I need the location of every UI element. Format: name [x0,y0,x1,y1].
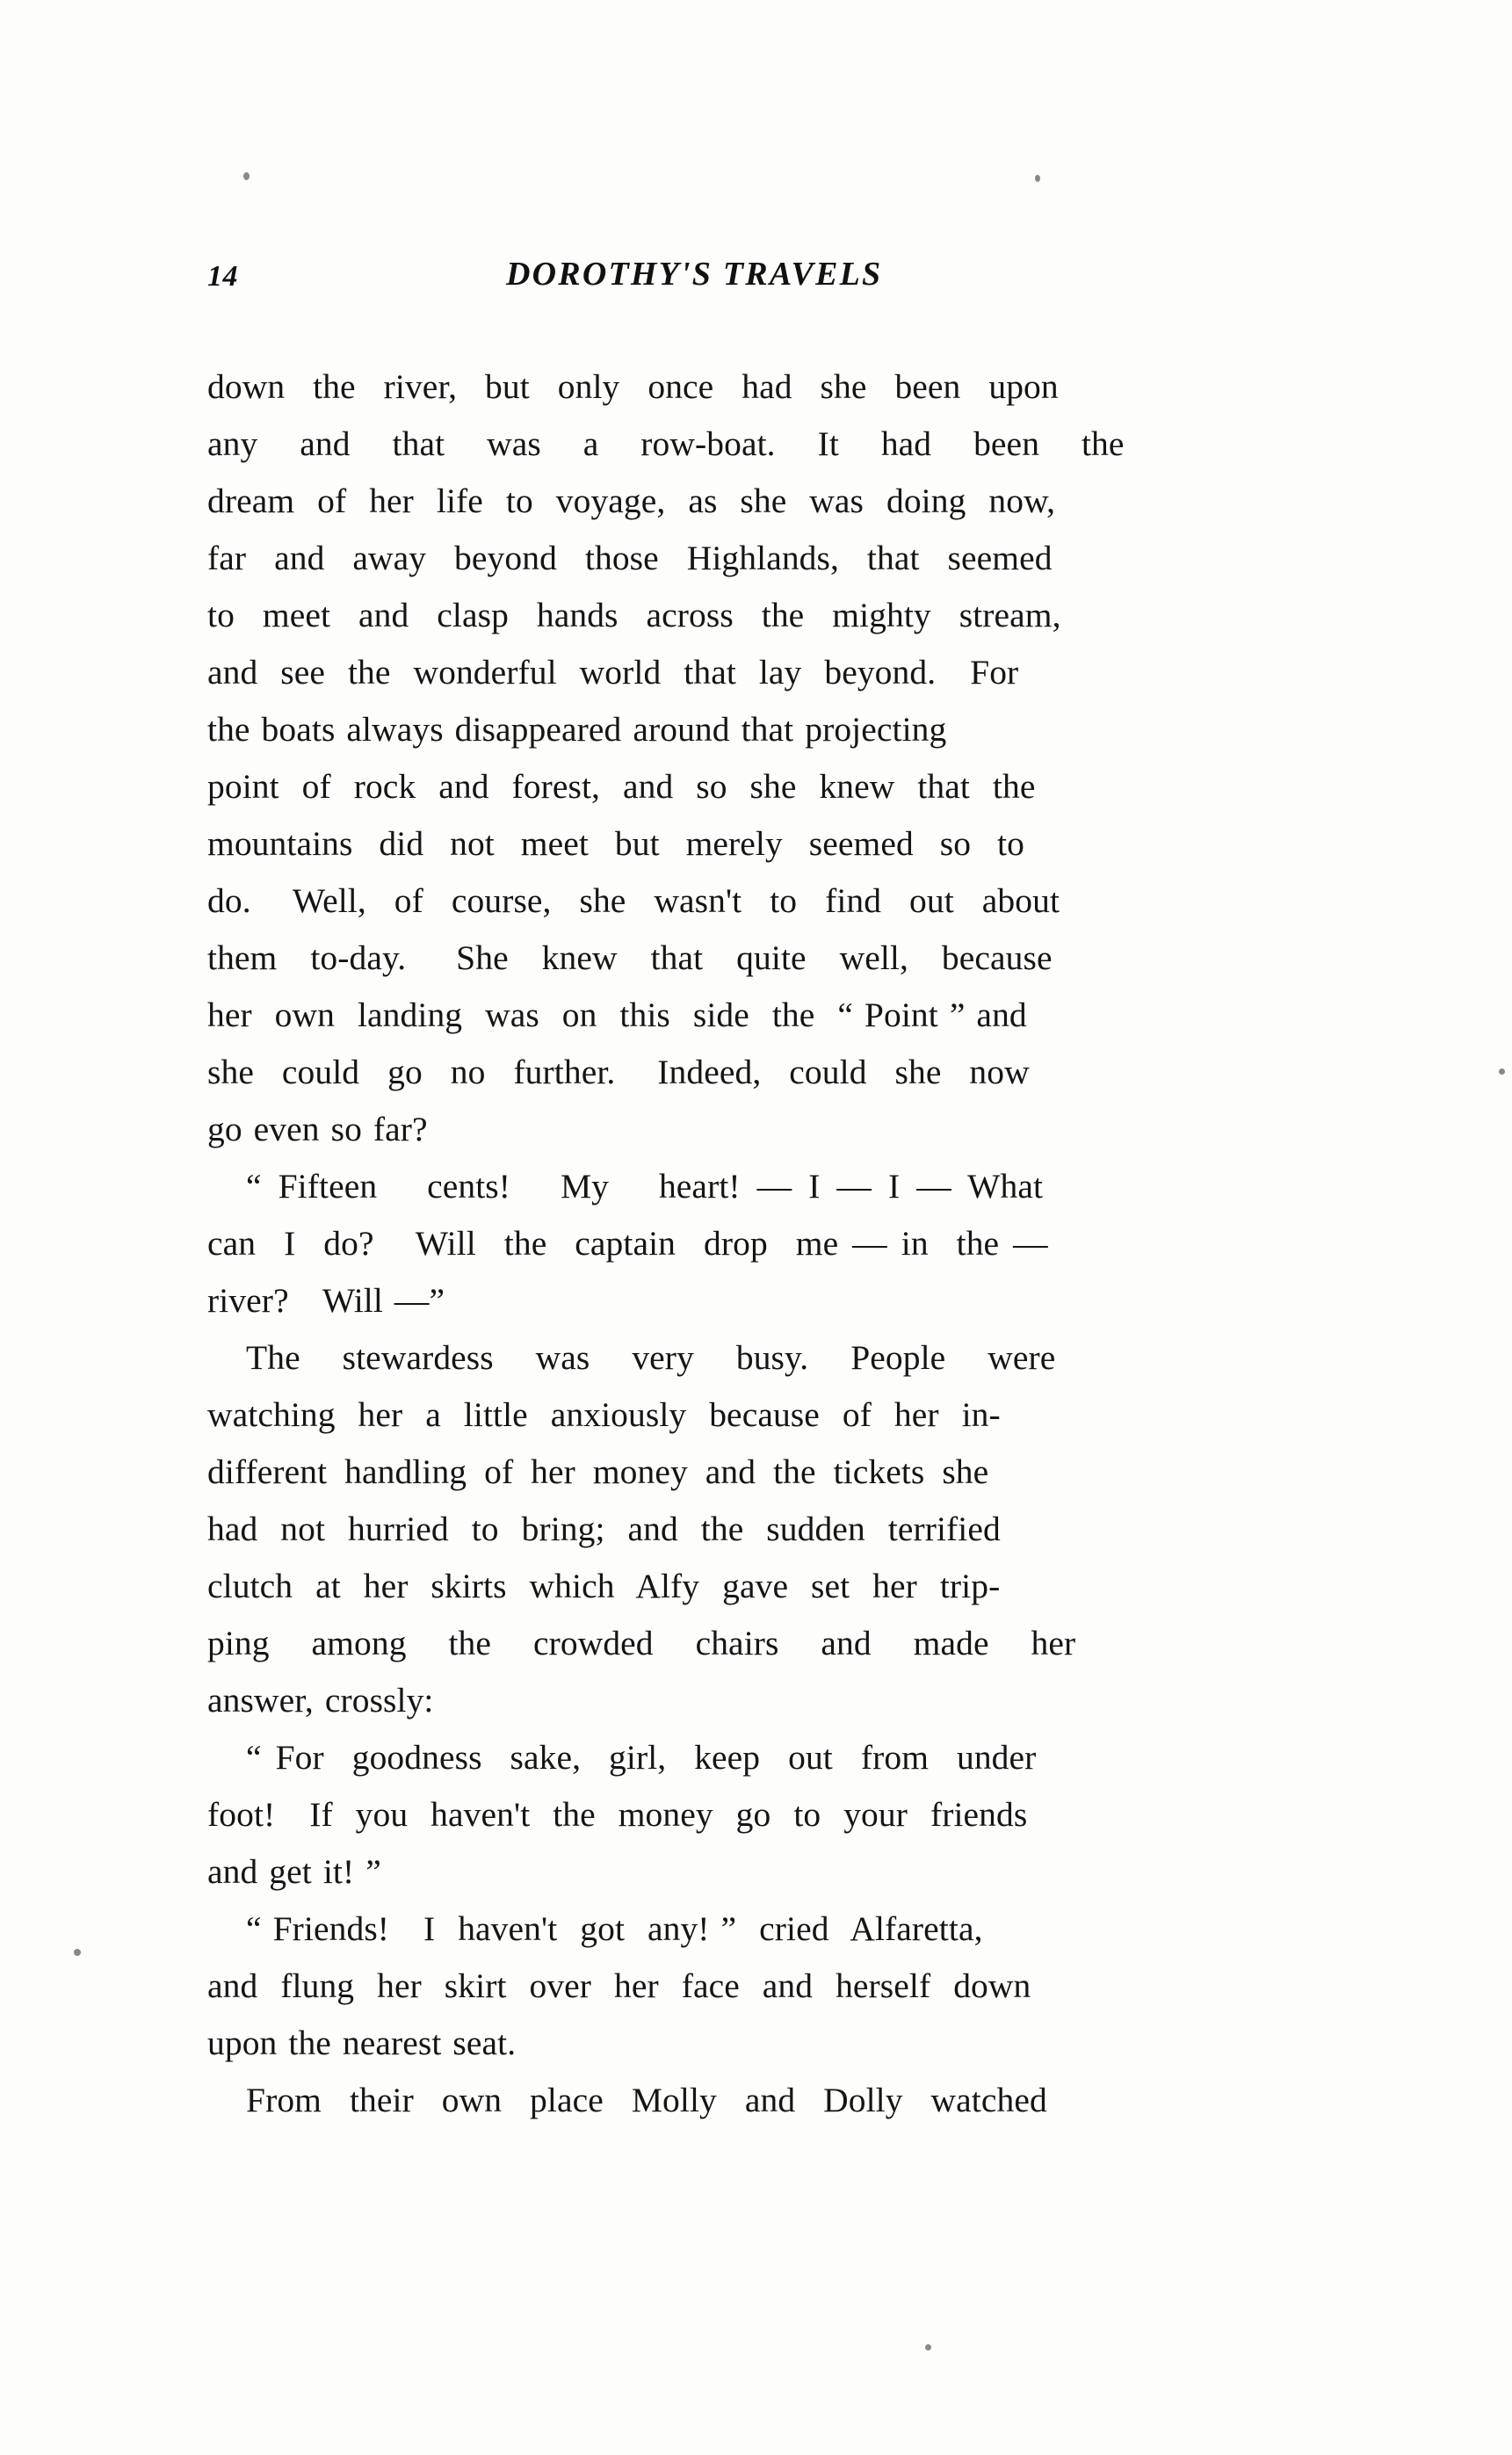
text-line: watching her a little anxiously because of her in- [207,1395,1001,1434]
text-line: and get it! ” [207,1852,381,1891]
page-number: 14 [207,260,238,293]
page-header [207,255,1306,301]
page-body-text [207,358,1310,2129]
text-line: can I do? Will the captain drop me — in the — [207,1224,1048,1263]
text-line: “ For goodness sake, girl, keep out from under [246,1738,1037,1777]
text-line: the boats always disappeared around that projecting [207,710,947,749]
text-line: foot! If you haven't the money go to your friends [207,1795,1028,1834]
text-line: river? Will —” [207,1281,445,1320]
text-line: “ Friends! I haven't got any! ” cried Alfaretta, [246,1909,983,1948]
text-line: to meet and clasp hands across the mighty stream, [207,596,1061,634]
paper-speck [1499,1068,1505,1075]
text-line: “ Fifteen cents! My heart! — I — I — What [246,1167,1044,1206]
text-line: ping among the crowded chairs and made her [207,1624,1076,1662]
paper-speck [74,1949,81,1956]
text-line: she could go no further. Indeed, could she now [207,1053,1030,1091]
text-line: down the river, but only once had she been upon [207,367,1059,406]
text-line: far and away beyond those Highlands, that seemed [207,539,1053,577]
paper-speck [1035,175,1040,182]
text-line: mountains did not meet but merely seemed so to [207,824,1024,863]
running-title: DOROTHY'S TRAVELS [506,256,883,293]
paper-speck [243,172,250,180]
text-line: and flung her skirt over her face and herself down [207,1966,1031,2005]
text-line: go even so far? [207,1110,428,1148]
text-line: them to-day. She knew that quite well, because [207,938,1053,977]
text-line: had not hurried to bring; and the sudden terrified [207,1510,1001,1548]
text-line: From their own place Molly and Dolly watched [246,2081,1047,2119]
text-line: upon the nearest seat. [207,2024,517,2062]
text-line: point of rock and forest, and so she knew that the [207,767,1036,806]
text-line: The stewardess was very busy. People were [246,1338,1056,1377]
text-line: her own landing was on this side the “ Point ” and [207,996,1027,1034]
paper-speck [925,2344,931,2350]
text-line: and see the wonderful world that lay beyond. For [207,653,1019,692]
text-line: do. Well, of course, she wasn't to find out about [207,881,1060,920]
text-line: answer, crossly: [207,1681,434,1720]
text-line: any and that was a row-boat. It had been the [207,424,1125,463]
text-line: dream of her life to voyage, as she was doing now, [207,482,1056,520]
text-line: clutch at her skirts which Alfy gave set her trip- [207,1567,1001,1605]
text-line: different handling of her money and the tickets she [207,1452,989,1491]
